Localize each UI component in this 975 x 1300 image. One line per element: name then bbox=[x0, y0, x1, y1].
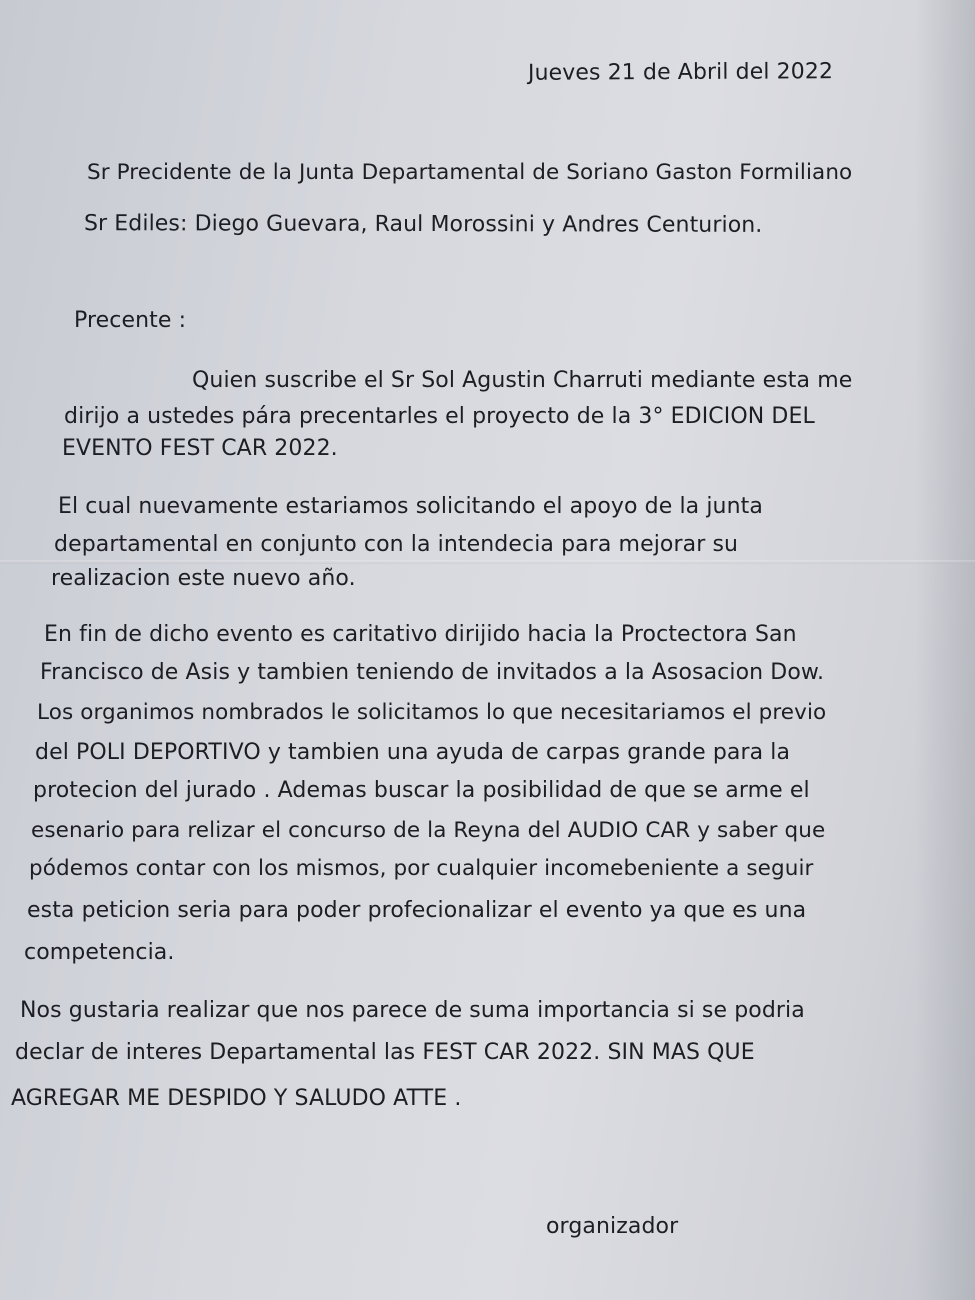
paragraph-1-line-2: dirijo a ustedes pára precentarles el proyecto de la 3° EDICION DEL bbox=[64, 404, 815, 429]
salutation: Precente : bbox=[74, 308, 187, 333]
paragraph-3-line-6: esenario para relizar el concurso de la Reyna del AUDIO CAR y saber que bbox=[31, 818, 826, 843]
paragraph-4-line-1: Nos gustaria realizar que nos parece de suma importancia si se podria bbox=[20, 998, 805, 1023]
paragraph-4-line-2: declar de interes Departamental las FEST CAR 2022. SIN MAS QUE bbox=[15, 1040, 755, 1065]
paragraph-3-line-9: competencia. bbox=[24, 940, 175, 965]
paragraph-2-line-2: departamental en conjunto con la intendecia para mejorar su bbox=[54, 532, 739, 557]
paragraph-4-line-3: AGREGAR ME DESPIDO Y SALUDO ATTE . bbox=[11, 1086, 462, 1111]
signature: organizador bbox=[546, 1214, 679, 1239]
page-shadow bbox=[915, 0, 975, 1300]
paragraph-3-line-7: pódemos contar con los mismos, por cualquier incomebeniente a seguir bbox=[29, 856, 814, 881]
recipient-line-1: Sr Precidente de la Junta Departamental de Soriano Gaston Formiliano bbox=[87, 160, 853, 185]
paragraph-3-line-2: Francisco de Asis y tambien teniendo de invitados a la Asosacion Dow. bbox=[40, 660, 825, 685]
paragraph-3-line-5: protecion del jurado . Ademas buscar la posibilidad de que se arme el bbox=[33, 778, 810, 803]
paragraph-1-line-1: Quien suscribe el Sr Sol Agustin Charruti mediante esta me bbox=[192, 368, 853, 393]
paragraph-3-line-1: En fin de dicho evento es caritativo dirijido hacia la Proctectora San bbox=[44, 622, 797, 647]
recipient-line-2: Sr Ediles: Diego Guevara, Raul Morossini y Andres Centurion. bbox=[83, 211, 763, 238]
paragraph-2-line-1: El cual nuevamente estariamos solicitando el apoyo de la junta bbox=[58, 494, 763, 519]
paper-fold bbox=[0, 560, 975, 564]
letter-date: Jueves 21 de Abril del 2022 bbox=[527, 59, 834, 86]
paragraph-3-line-8: esta peticion seria para poder profecionalizar el evento ya que es una bbox=[27, 898, 807, 923]
paragraph-2-line-3: realizacion este nuevo año. bbox=[51, 566, 356, 591]
paragraph-1-line-3: EVENTO FEST CAR 2022. bbox=[62, 436, 338, 461]
paragraph-3-line-3: Los organimos nombrados le solicitamos lo que necesitariamos el previo bbox=[37, 700, 827, 725]
paragraph-3-line-4: del POLI DEPORTIVO y tambien una ayuda de carpas grande para la bbox=[35, 740, 791, 765]
